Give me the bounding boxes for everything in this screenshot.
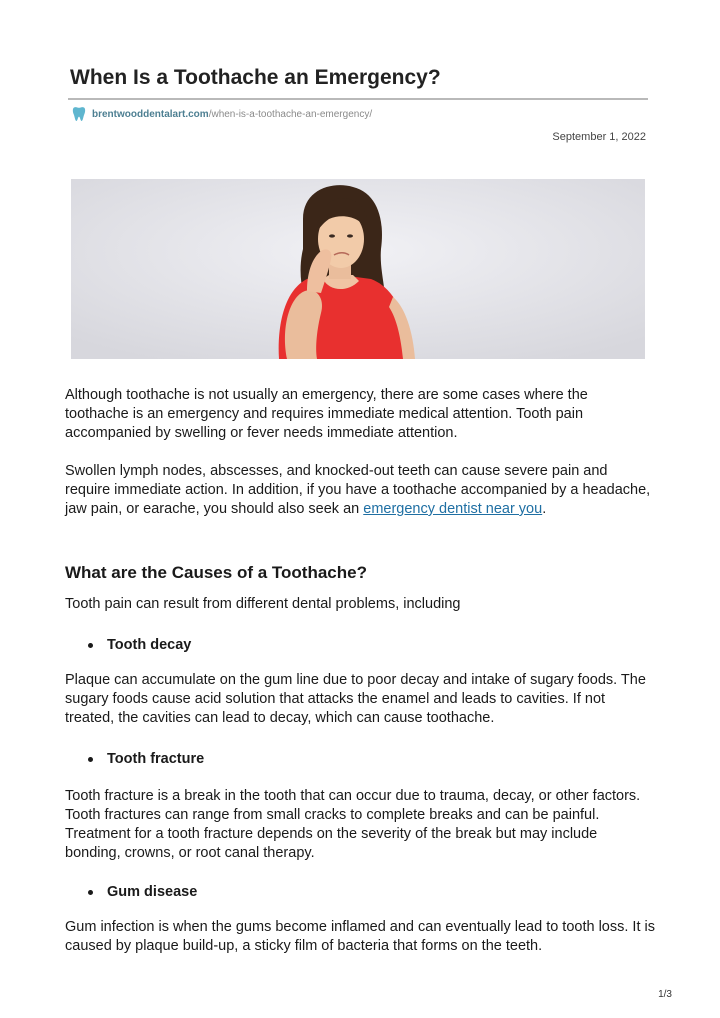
bullet-icon	[88, 890, 93, 895]
page-number: 1/3	[658, 989, 672, 1000]
second-paragraph-end: .	[542, 501, 547, 517]
second-paragraph-text: Swollen lymph nodes, abscesses, and knocked-out teeth can cause severe pain and require immediate action. In addition, if you have a toothache accompanied by a headache, jaw pain, or earache, you should also seek an	[65, 463, 651, 517]
gum-disease-description: Gum infection is when the gums become inflamed and can eventually lead to tooth loss. It is caused by plaque build-up, a sticky film of bacteria that forms on the teeth.	[65, 919, 655, 954]
second-paragraph	[65, 462, 655, 519]
source-domain[interactable]: brentwooddentalart.com	[92, 108, 209, 120]
list-item-title: Tooth decay	[107, 637, 192, 653]
source-path[interactable]: /when-is-a-toothache-an-emergency/	[208, 108, 373, 120]
list-item-tooth-fracture	[88, 751, 204, 767]
publish-date: September 1, 2022	[552, 131, 646, 143]
tooth-fracture-description: Tooth fracture is a break in the tooth that can occur due to trauma, decay, or other factors. Tooth fractures can range from small cracks to complete breaks and can be painful. Treatment for a tooth fracture depends on the severity of the break but may include bonding, crowns, or root canal therapy.	[65, 788, 641, 861]
title-divider	[68, 98, 648, 100]
list-item-tooth-decay	[88, 637, 191, 653]
list-item-gum-disease	[88, 884, 197, 900]
bullet-icon	[88, 643, 93, 648]
tooth-icon	[72, 106, 86, 122]
list-item-title: Tooth fracture	[107, 751, 205, 767]
list-item-title: Gum disease	[107, 884, 198, 900]
bullet-icon	[88, 757, 93, 762]
intro-paragraph: Although toothache is not usually an emergency, there are some cases where the toothache is an emergency and requires immediate medical attention. Tooth pain accompanied by swelling or fever needs immediate attention.	[65, 387, 588, 441]
page-title: When Is a Toothache an Emergency?	[70, 66, 441, 89]
source-line	[72, 106, 372, 122]
woman-with-toothache-photo	[71, 179, 645, 359]
hero-image	[71, 179, 645, 359]
causes-heading: What are the Causes of a Toothache?	[65, 563, 367, 582]
tooth-decay-description: Plaque can accumulate on the gum line due to poor decay and intake of sugary foods. The sugary foods cause acid solution that attacks the enamel and leads to cavities. If not treated, the cavities can lead to decay, which can cause toothache.	[65, 672, 646, 726]
emergency-dentist-link[interactable]: emergency dentist near you	[363, 501, 543, 517]
causes-lead: Tooth pain can result from different dental problems, including	[65, 596, 461, 612]
